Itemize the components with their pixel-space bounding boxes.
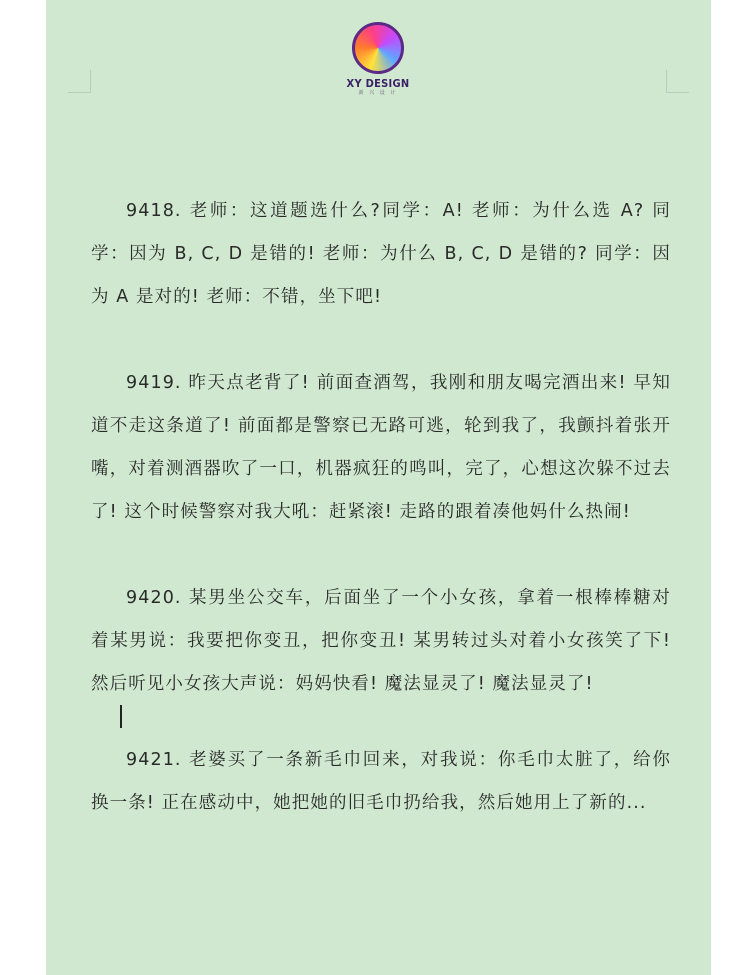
paragraph-9419: 9419. 昨天点老背了! 前面查酒驾，我刚和朋友喝完酒出来! 早知道不走这条道了! 前面都是警察已无路可逃，轮到我了，我颤抖着张开嘴，对着测酒器吹了一口，机器疯狂的鸣叫，完了，心想这次躲不过去了! 这个时候警察对我大吼：赶紧滚! 走路的跟着凑他妈什么热闹!: [91, 373, 671, 522]
paragraph-9418: 9418. 老师：这道题选什么?同学：A! 老师：为什么选 A? 同学：因为 B, C, D 是错的! 老师：为什么 B, C, D 是错的? 同学：因为 A 是对的! 老师：不错，坐下吧!: [91, 201, 671, 307]
header-logo: [322, 22, 434, 96]
document-body[interactable]: [91, 190, 671, 825]
logo-title: XY DESIGN: [346, 77, 410, 90]
logo-subtitle: 新 兴 设 计: [358, 90, 398, 96]
logo-gradient-circle-icon: [352, 22, 404, 74]
paragraph-9421: 9421. 老婆买了一条新毛巾回来，对我说：你毛巾太脏了，给你换一条! 正在感动中，她把她的旧毛巾扔给我，然后她用上了新的...: [91, 750, 671, 813]
text-cursor: [120, 705, 122, 728]
paragraph-9420: 9420. 某男坐公交车，后面坐了一个小女孩，拿着一根棒棒糖对着某男说：我要把你变丑，把你变丑! 某男转过头对着小女孩笑了下! 然后听见小女孩大声说：妈妈快看! 魔法显灵了! 魔法显灵了!: [91, 588, 671, 694]
crop-mark-top-left: [68, 70, 91, 93]
document-page: [46, 0, 711, 975]
crop-mark-top-right: [666, 70, 689, 93]
